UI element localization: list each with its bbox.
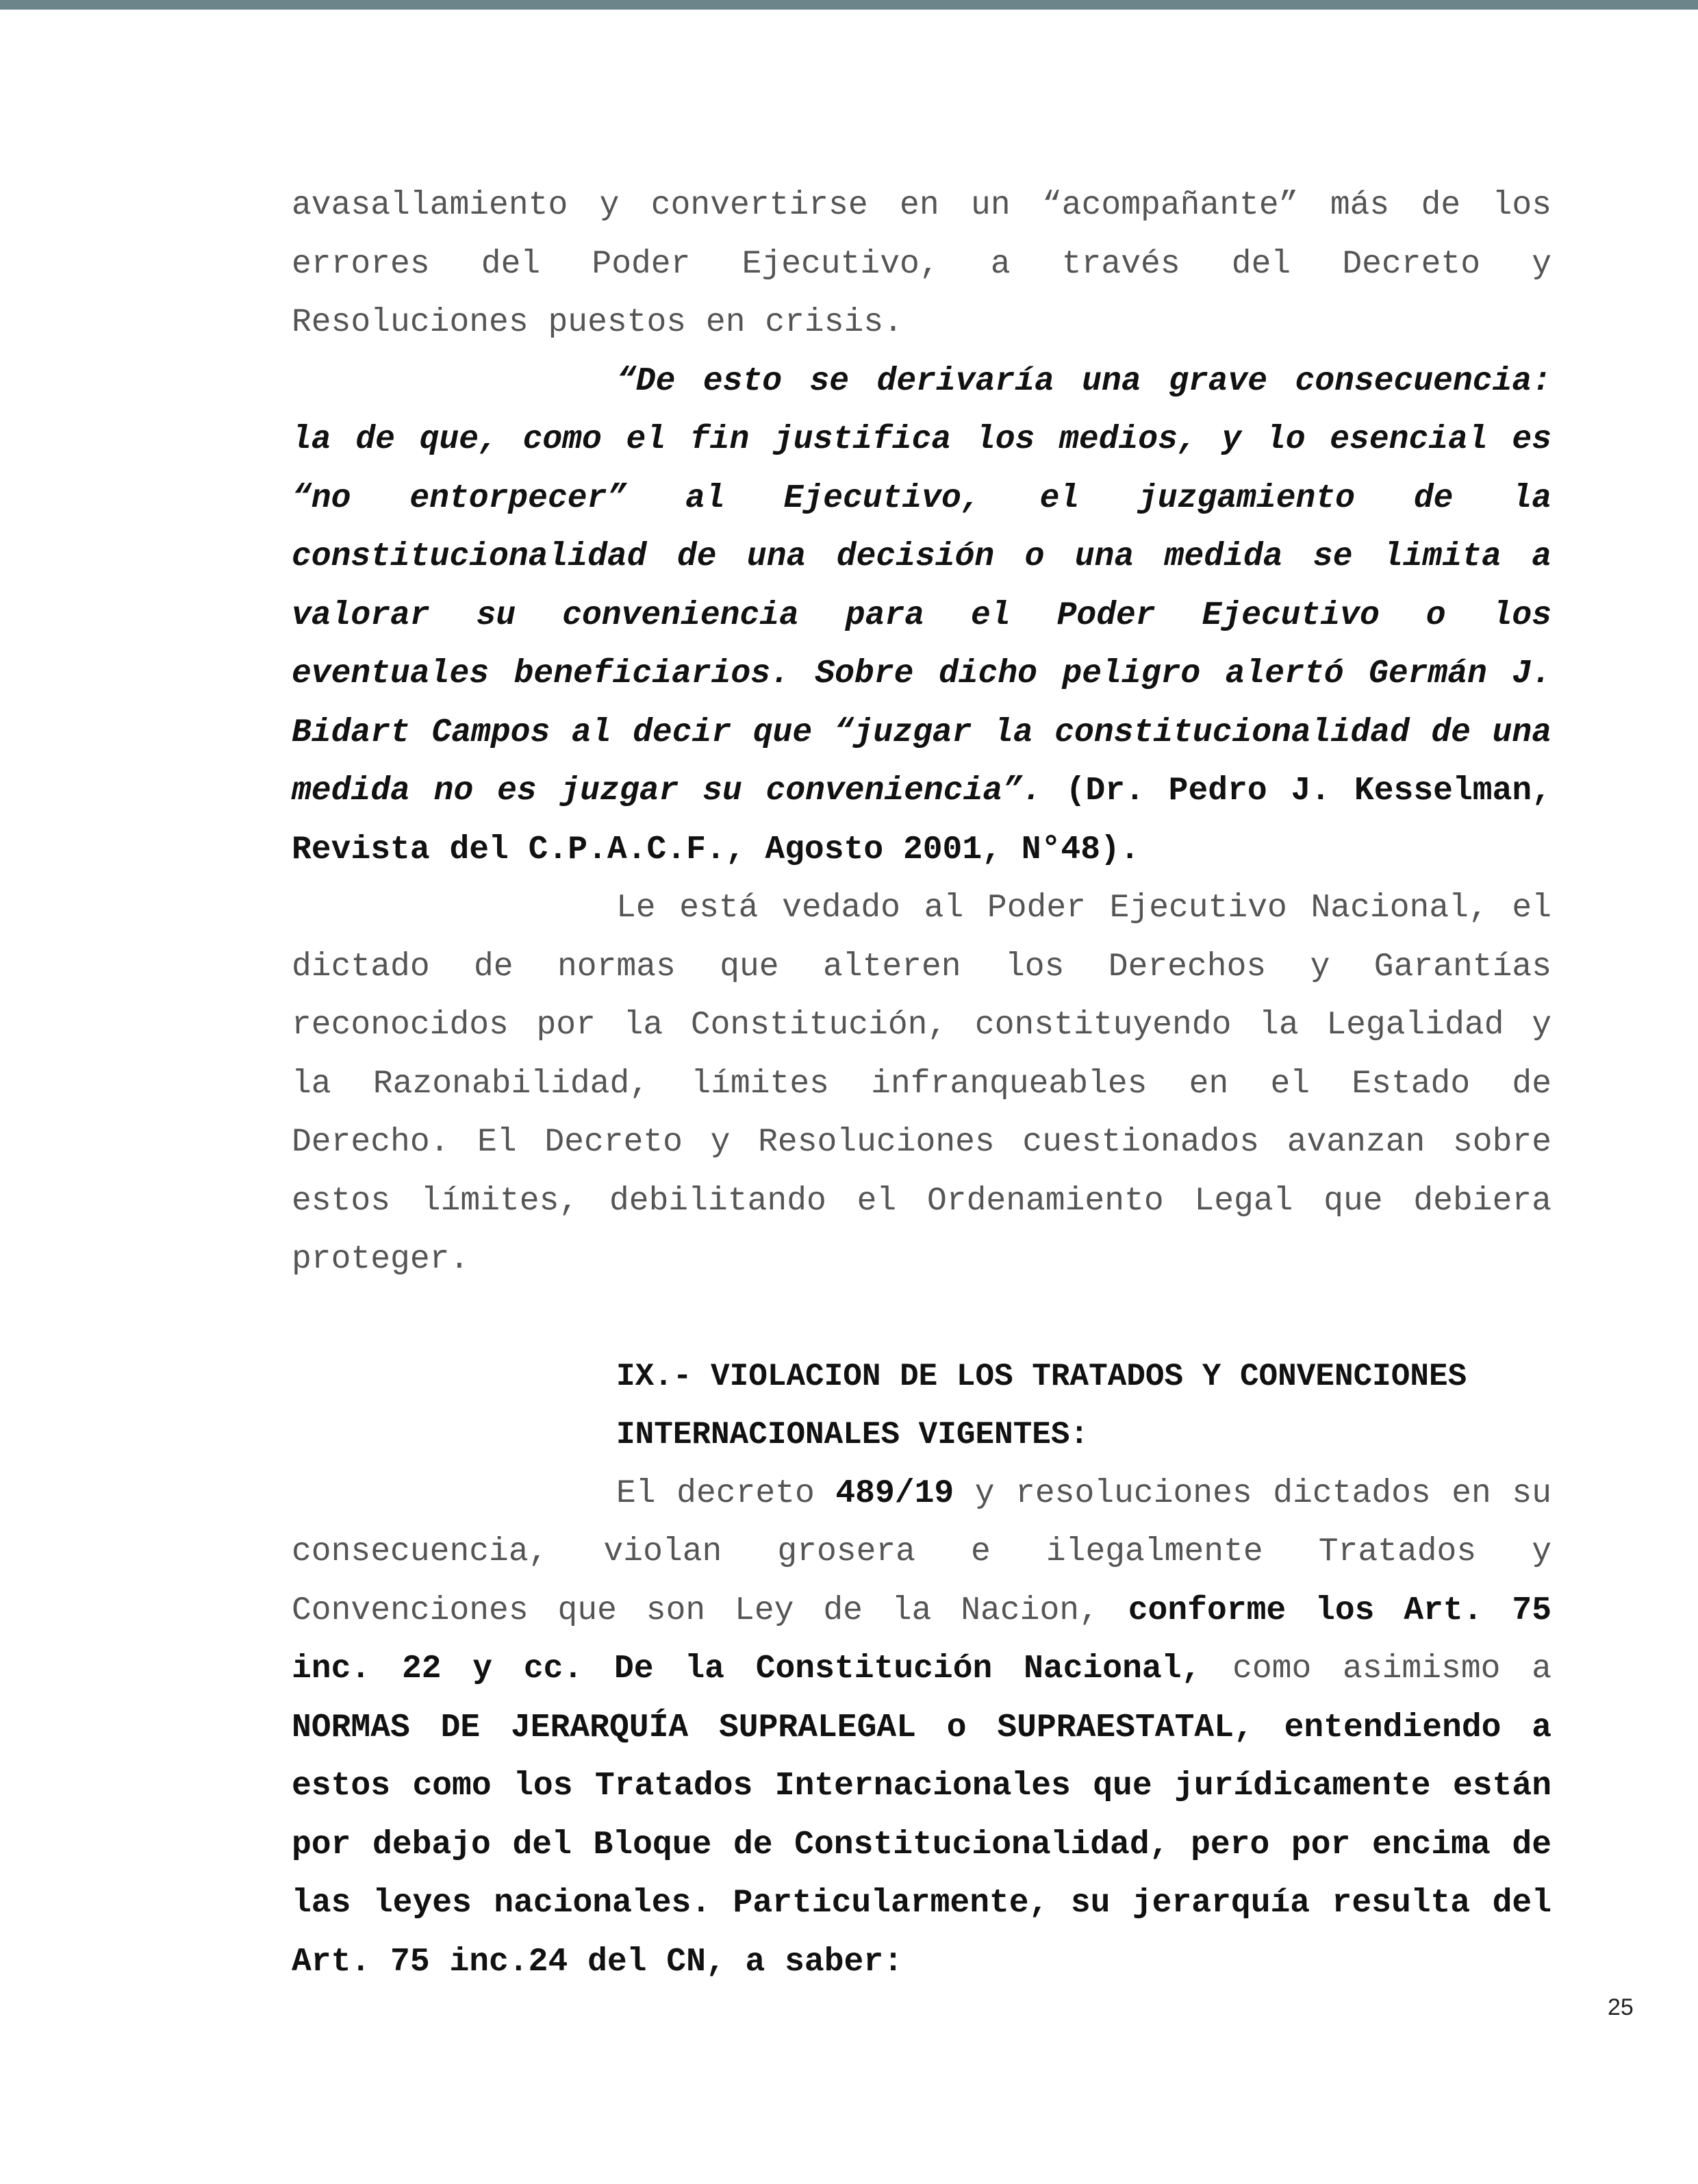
paragraph-poder-ejecutivo (292, 879, 1551, 1290)
document-body (292, 177, 1551, 1992)
page-number: 25 (1608, 1994, 1634, 2020)
paragraph-text: El decreto (616, 1474, 836, 1512)
paragraph-text: avasallamiento y convertirse en un “acompañante” más de los errores del Poder Ejecutivo, a través del Decreto y Resoluciones puestos en crisis. (292, 187, 1551, 341)
top-accent-bar (0, 0, 1698, 10)
quote-citation: (Dr. Pedro J. Kesselman, Revista del C.P.A.C.F., Agosto 2001, N°48). (292, 773, 1551, 868)
section-heading-line-1: IX.- VIOLACION DE LOS TRATADOS Y CONVENCIONES (616, 1358, 1467, 1394)
supralegal-norms-text: NORMAS DE JERARQUÍA SUPRALEGAL o SUPRAESTATAL, entendiendo a estos como los Tratados Internacionales que jurídicamente están por debajo del Bloque de Constitucionalidad, pero por encima de las leyes nacionales. Particularmente, su jerarquía resulta del Art. 75 inc.24 del CN, a saber: (292, 1709, 1551, 1981)
decree-number: 489/19 (835, 1474, 954, 1512)
quote-text: “De esto se derivaría una grave consecuencia: la de que, como el fin justifica los medios, y lo esencial es “no entorpecer” al Ejecutivo, el juzgamiento de la constitucionalidad de una decisión o una medida se limita a valorar su conveniencia para el Poder Ejecutivo o los eventuales beneficiarios. Sobre dicho peligro alertó Germán J. Bidart Campos al decir que “juzgar la constitucionalidad de una medida no es juzgar su conveniencia”. (292, 362, 1551, 809)
paragraph-text: y resoluciones dictados en su consecuencia, violan grosera e ilegalmente Tratados y Convenciones que son Ley de la Nacion, (292, 1474, 1552, 1629)
paragraph-text: como asimismo a (1201, 1650, 1552, 1687)
paragraph-text: Le está vedado al Poder Ejecutivo Nacional, el dictado de normas que alteren los Derechos y Garantías reconocidos por la Constitución, constituyendo la Legalidad y la Razonabilidad, límites infranqueables en el Estado de Derecho. El Decreto y Resoluciones cuestionados avanzan sobre estos límites, debilitando el Ordenamiento Legal que debiera proteger. (292, 890, 1551, 1278)
section-heading (616, 1348, 1551, 1465)
paragraph-avasallamiento (292, 177, 1551, 353)
paragraph-decreto (292, 1465, 1551, 1992)
constitution-reference: conforme los Art. 75 inc. 22 y cc. De la Constitución Nacional, (292, 1592, 1551, 1687)
quoted-passage (292, 353, 1551, 880)
section-heading-line-2: INTERNACIONALES VIGENTES: (616, 1417, 1089, 1453)
